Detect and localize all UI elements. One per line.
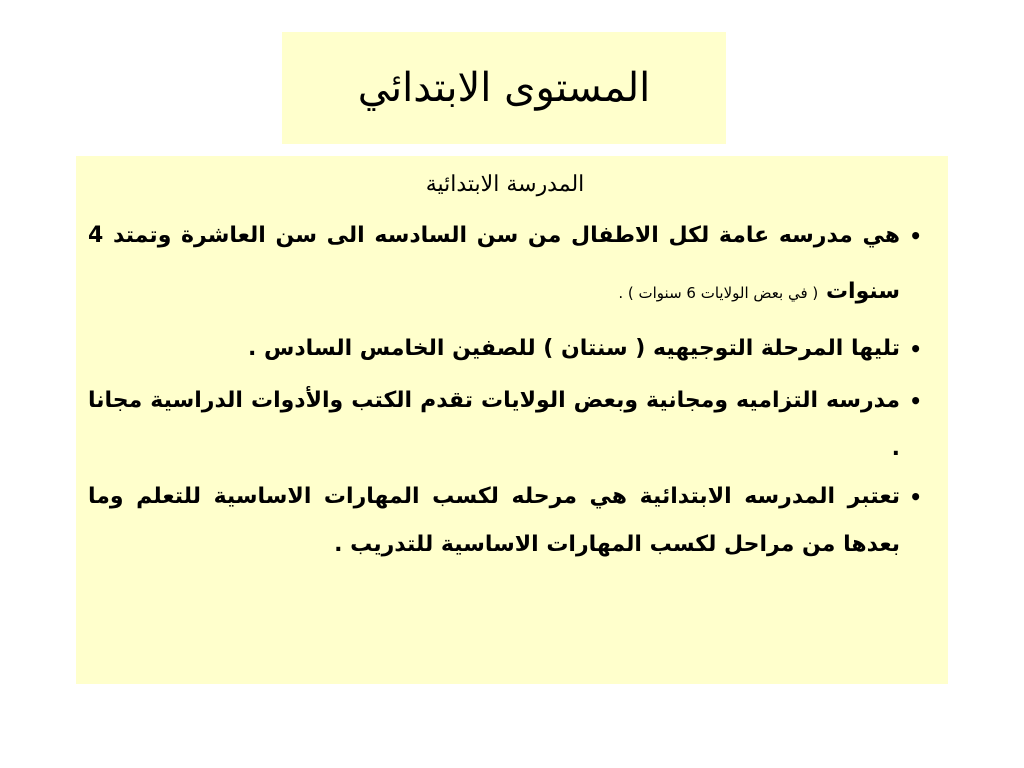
bullet-text-1: هي مدرسه عامة لكل الاطفال من سن السادسه الى سن العاشرة وتمتد 4 سنوات <box>88 223 900 304</box>
slide-subtitle: المدرسة الابتدائية <box>425 172 585 197</box>
bullet-text-3: مدرسه التزاميه ومجانية وبعض الولايات تقدم الكتب والأدوات الدراسية مجانا . <box>88 388 900 461</box>
bullet-text-2: تليها المرحلة التوجيهيه ( سنتان ) للصفين الخامس السادس . <box>248 336 900 361</box>
bullet-text-4: تعتبر المدرسه الابتدائية هي مرحله لكسب المهارات الاساسية للتعلم وما بعدها من مراحل لكسب المهارات الاساسية للتدريب . <box>88 484 900 557</box>
title-box <box>282 32 726 144</box>
bullet-list <box>88 208 922 569</box>
content-box <box>76 156 948 684</box>
slide-title: المستوى الابتدائي <box>357 65 651 111</box>
bullet-icon: • <box>909 224 922 248</box>
bullet-icon: • <box>909 389 922 413</box>
bullet-item-2 <box>88 321 922 377</box>
bullet-item-1 <box>88 208 922 321</box>
bullet-icon: • <box>909 337 922 361</box>
bullet-item-3 <box>88 377 922 473</box>
bullet-icon: • <box>909 485 922 509</box>
bullet-item-4 <box>88 473 922 569</box>
bullet-note-1: ( في بعض الولايات 6 سنوات ) . <box>618 284 819 302</box>
